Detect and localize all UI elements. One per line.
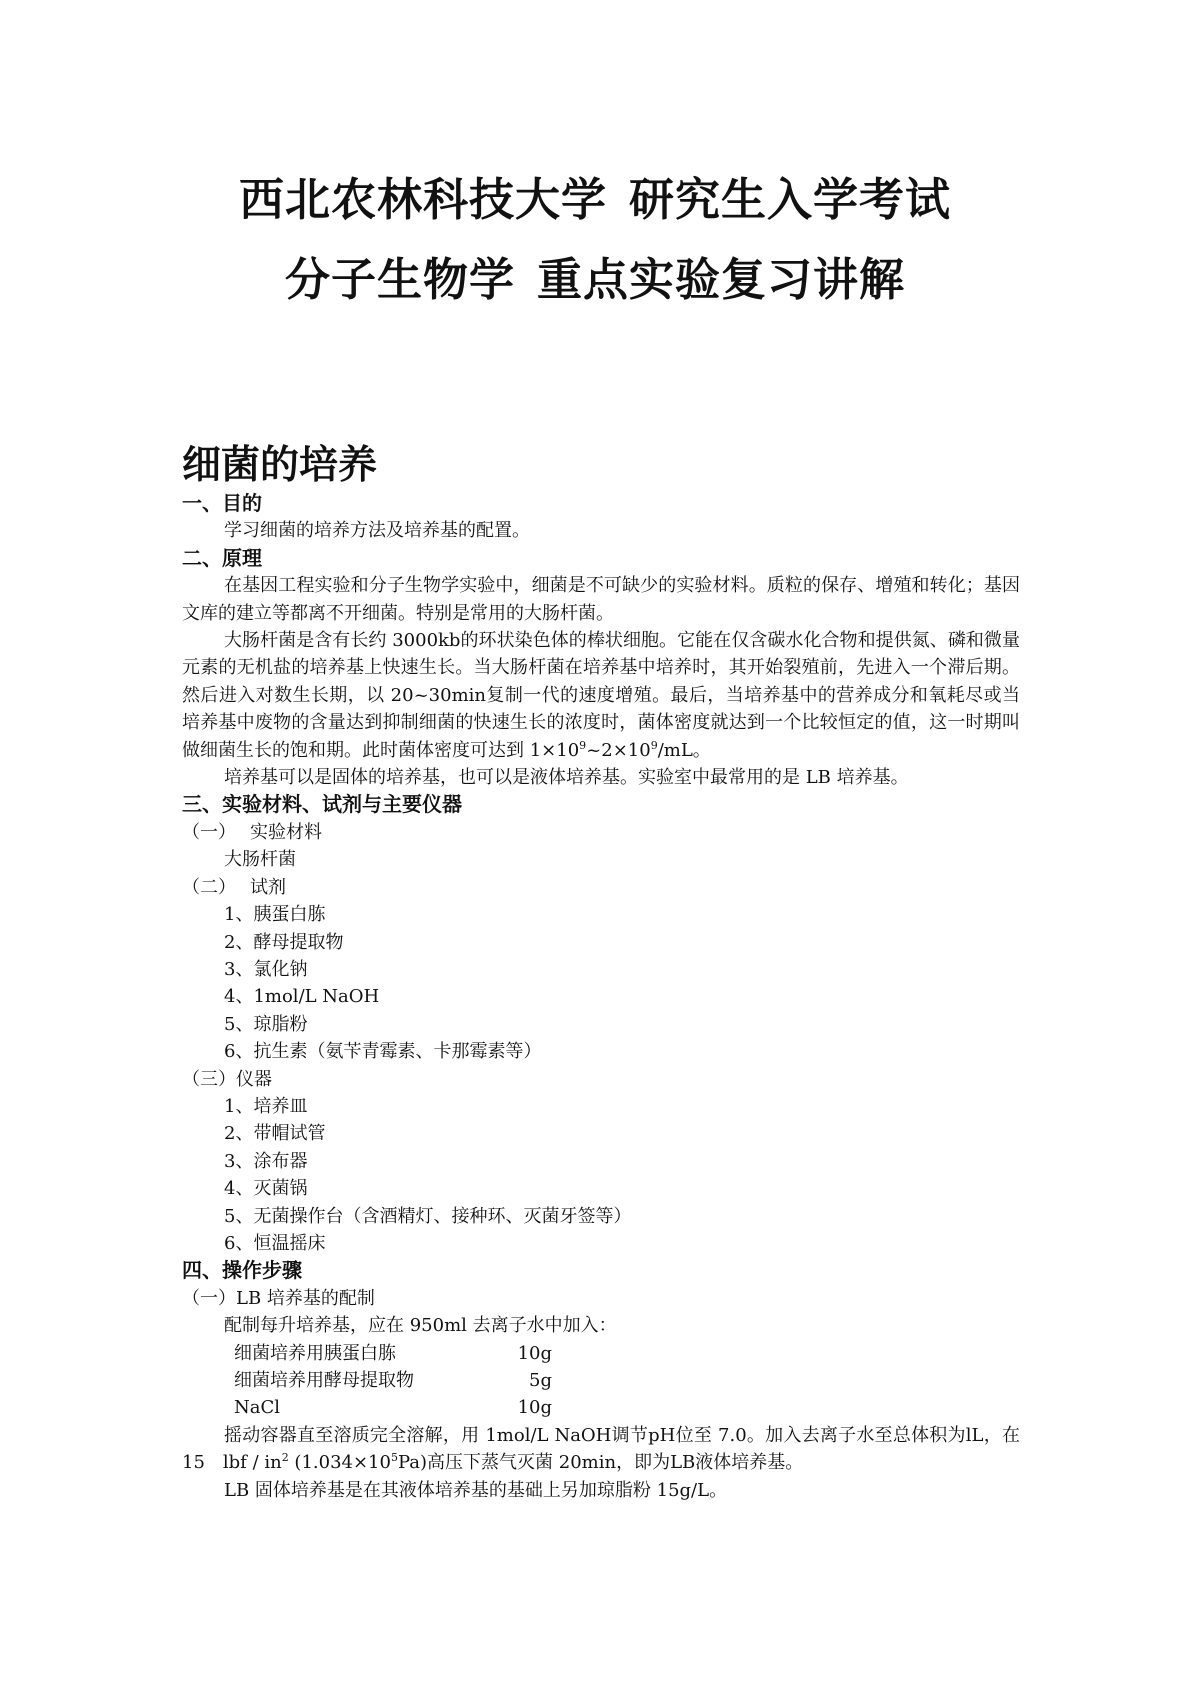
principle-paragraph-1: 在基因工程实验和分子生物学实验中，细菌是不可缺少的实验材料。质粒的保存、增殖和转化；基因文库的建立等都离不开细菌。特别是常用的大肠杆菌。 <box>182 575 1020 624</box>
principle-p2-mid: ~2×10 <box>586 739 651 761</box>
principle-paragraph-2 <box>182 627 1020 764</box>
reagent-item: 4、1mol/L NaOH <box>224 986 380 1008</box>
instrument-item: 1、培养皿 <box>224 1095 308 1117</box>
procedure-paragraph-1: 摇动容器直至溶质完全溶解，用 1mol/L NaOH调节pH位至 7.0。加入去离子水至总体积为lL，在 15 lbf / $in^2$ $(1.034\times 10^5Pa)$高压下蒸气灭菌 20min，即为LB液体培养基。 <box>182 1424 1020 1474</box>
exponent: 9 <box>650 738 658 752</box>
title-line-2 <box>0 240 1190 320</box>
recipe-ingredient: NaCl <box>234 1397 281 1419</box>
exponent: 5 <box>390 1451 398 1465</box>
material-item: 大肠杆菌 <box>224 849 296 871</box>
document-title <box>0 160 1190 320</box>
recipe-row <box>182 1340 1020 1367</box>
heading-principle: 二、原理 <box>182 545 262 570</box>
review-title: 重点实验复习讲解 <box>537 253 906 306</box>
principle-p2-main: 大肠杆菌是含有长约 3000kb的环状染色体的棒状细胞。它能在仅含碳水化合物和提供氮、磷和微量元素的无机盐的培养基上快速生长。当大肠杆菌在培养基中培养时，其开始裂殖前，先进入一个滞后期。然后进入对数生长期，以 20~30min复制一代的速度增殖。最后，当培养基中的营养成分和氧耗尽或当培养基中废物的含量达到抑制细菌的快速生长的浓度时，菌体密度就达到一个比较恒定的值，这一时期叫做细菌生长的饱和期。此时菌体密度可达到 1×10 <box>182 630 1020 761</box>
recipe-intro: 配制每升培养基，应在 950ml 去离子水中加入： <box>224 1315 617 1337</box>
heading-procedure: 四、操作步骤 <box>182 1258 302 1283</box>
document-body <box>182 490 1020 1504</box>
heading-materials: 三、实验材料、试剂与主要仪器 <box>182 792 462 817</box>
recipe-amount: 10g <box>517 1397 552 1419</box>
exponent: 9 <box>579 738 587 752</box>
purpose-text: 学习细菌的培养方法及培养基的配置。 <box>224 520 530 542</box>
procedure-paragraph-2: LB 固体培养基是在其液体培养基的基础上另加琼脂粉 15g/L。 <box>224 1479 728 1501</box>
subheading-materials: （一） 实验材料 <box>182 821 322 843</box>
recipe-row <box>182 1367 1020 1394</box>
subject-name: 分子生物学 <box>284 253 515 306</box>
principle-paragraph-3: 培养基可以是固体的培养基，也可以是液体培养基。实验室中最常用的是 LB 培养基。 <box>224 767 909 789</box>
reagent-item: 6、抗生素（氨苄青霉素、卡那霉素等） <box>224 1041 542 1063</box>
section-title: 细菌的培养 <box>182 443 378 488</box>
instrument-item: 2、带帽试管 <box>224 1123 326 1145</box>
subheading-reagents: （二） 试剂 <box>182 876 286 898</box>
recipe-ingredient: 细菌培养用胰蛋白胨 <box>234 1342 396 1364</box>
subheading-lb-medium: （一）LB 培养基的配制 <box>182 1287 375 1309</box>
instrument-item: 6、恒温摇床 <box>224 1232 326 1254</box>
recipe-row <box>182 1394 1020 1421</box>
exam-name: 研究生入学考试 <box>629 173 952 226</box>
subheading-instruments: （三）仪器 <box>182 1068 272 1090</box>
instrument-item: 3、涂布器 <box>224 1150 308 1172</box>
principle-p2-end: /mL。 <box>657 739 711 761</box>
reagent-item: 2、酵母提取物 <box>224 931 344 953</box>
title-line-1 <box>0 160 1190 240</box>
recipe-amount: 10g <box>517 1342 552 1364</box>
heading-purpose: 一、目的 <box>182 491 262 515</box>
reagent-item: 5、琼脂粉 <box>224 1013 308 1035</box>
reagent-item: 1、胰蛋白胨 <box>224 904 326 926</box>
reagent-item: 3、氯化钠 <box>224 958 308 980</box>
recipe-amount: 5g <box>529 1370 552 1391</box>
instrument-item: 4、灭菌锅 <box>224 1178 308 1200</box>
exponent: 2 <box>281 1451 289 1465</box>
recipe-ingredient: 细菌培养用酵母提取物 <box>234 1370 414 1391</box>
university-name: 西北农林科技大学 <box>238 173 607 226</box>
instrument-item: 5、无菌操作台（含酒精灯、接种环、灭菌牙签等） <box>224 1205 632 1227</box>
